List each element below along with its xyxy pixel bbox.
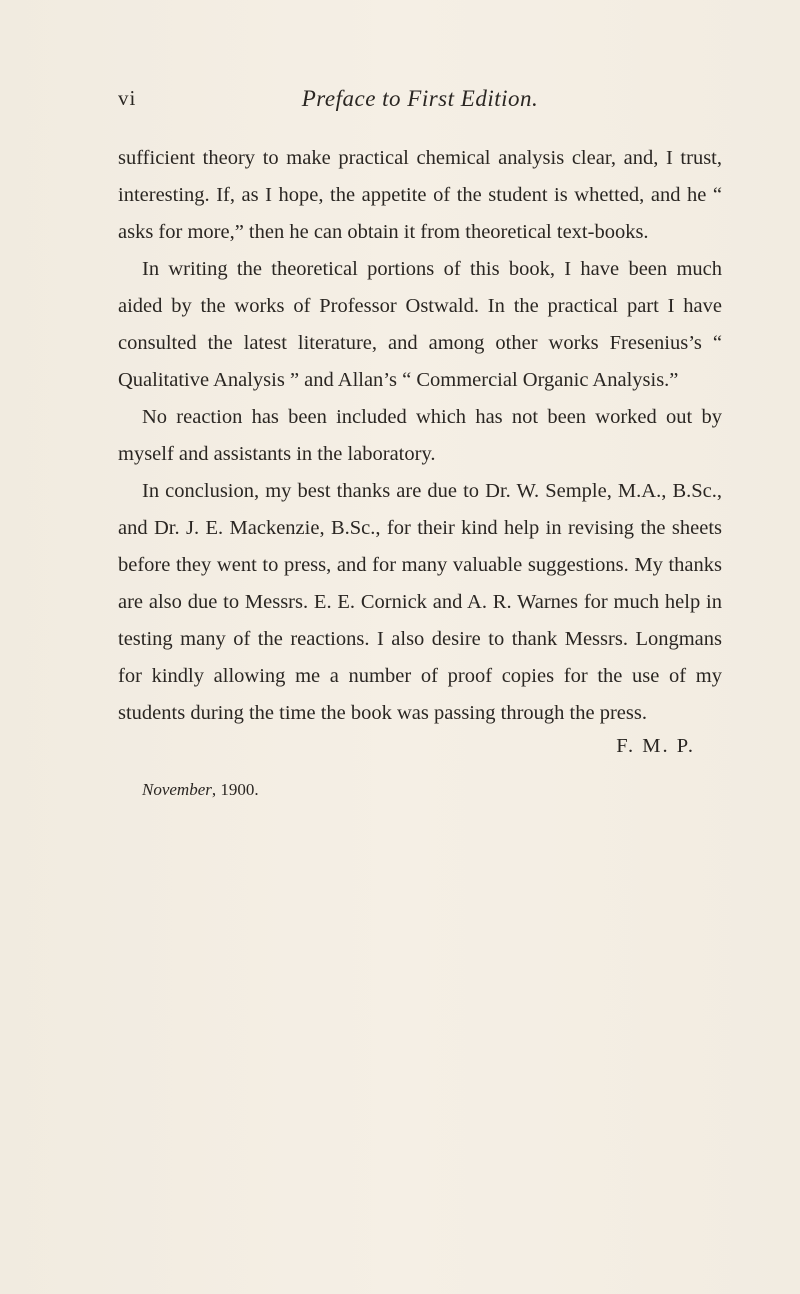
page-number: vi — [118, 86, 137, 110]
paragraph-2: In writing the theoretical portions of this book, I have been much aided by the works of Professor Ostwald. In the practical part I have consulted the latest literature, and among other works Fresenius’s “ Qualitative Analysis ” and Allan’s “ Commercial Organic Analysis.” — [118, 258, 722, 391]
date-month: November — [142, 780, 212, 799]
paragraph-4: In conclusion, my best thanks are due to Dr. W. Semple, M.A., B.Sc., and Dr. J. E. Mackenzie, B.Sc., for their kind help in revising the sheets before they went to press, and for many valuable suggestions. My thanks are also due to Messrs. E. E. Cornick and A. R. Warnes for much help in testing many of the reactions. I also desire to thank Messrs. Longmans for kindly allowing me a number of proof copies for the use of my students during the time the book was passing through the press. — [118, 480, 722, 724]
date-line — [142, 780, 259, 800]
date-year: 1900. — [220, 780, 259, 799]
author-initials: F. M. P. — [616, 735, 695, 757]
paragraph-1: sufficient theory to make practical chemical analysis clear, and, I trust, interesting. If, as I hope, the appetite of the student is whetted, and he “ asks for more,” then he can obtain it from theoretical text-books. — [118, 147, 722, 243]
preface-body — [118, 140, 722, 732]
paragraph-3: No reaction has been included which has not been worked out by myself and assistants in the laboratory. — [118, 406, 722, 465]
page-header — [118, 86, 722, 122]
date-separator: , — [211, 780, 221, 799]
running-title: Preface to First Edition. — [301, 86, 539, 111]
